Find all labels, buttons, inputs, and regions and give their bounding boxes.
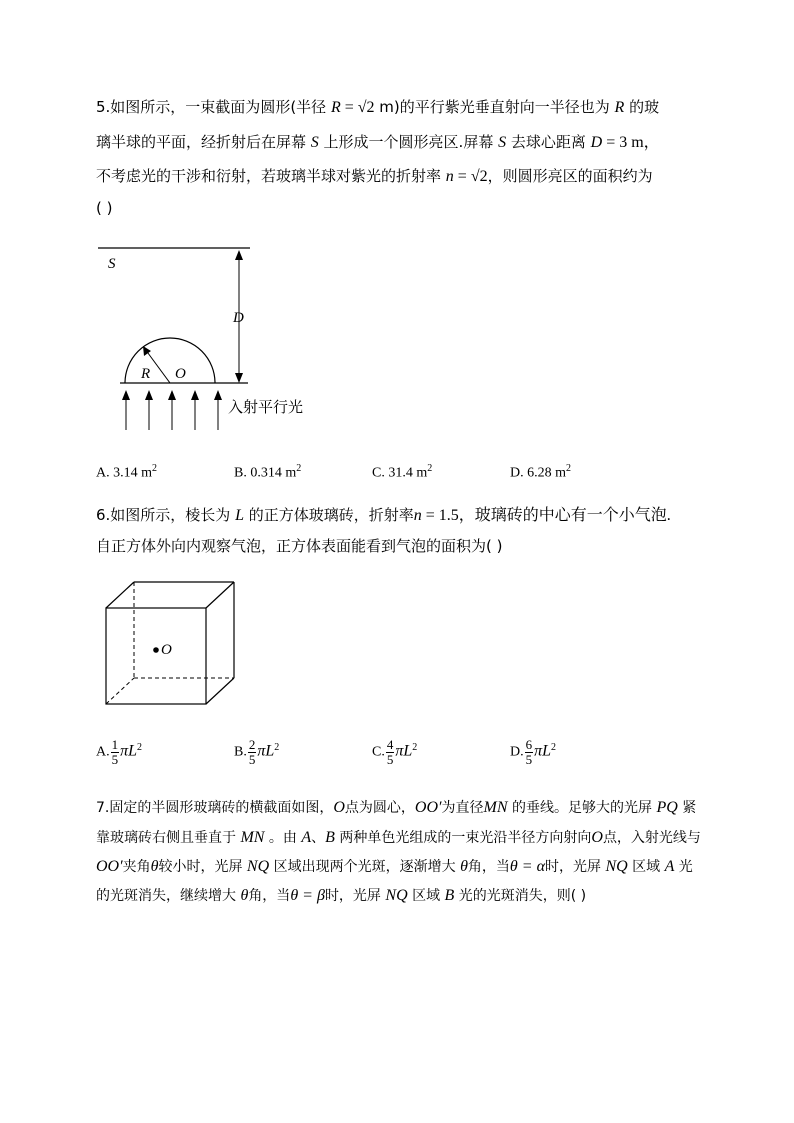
- bubble-dot: [153, 647, 159, 653]
- q7-line-3: OO′夹角θ较小时，光屏 NQ 区域出现两个光斑，逐渐增大 θ角，当θ = α时，光屏 NQ 区域 A 光: [96, 858, 693, 875]
- radius-arrowhead: [143, 346, 151, 356]
- distance-label: D: [233, 310, 244, 326]
- q6-option-d: D. $\frac{6}{5}$ $\pi L^2$: [510, 737, 557, 767]
- cube-front-face: [106, 608, 206, 704]
- distance-arrow-top: [235, 250, 243, 260]
- q6-option-a: A. $\frac{1}{5}$ $\pi L^2$: [96, 737, 143, 767]
- q5-option-b: B. 0.314 $m^2$: [234, 463, 302, 481]
- q7-line-1: 7.固定的半圆形玻璃砖的横截面如图，O点为圆心，OO′为直径MN 的垂线。足够大的光屏 PQ 紧: [96, 799, 697, 816]
- bubble-label: O: [161, 642, 172, 658]
- q5-answer-blank: ( ): [96, 199, 113, 217]
- distance-arrow-bottom: [235, 373, 243, 383]
- screen-label: S: [108, 256, 116, 272]
- q6-line-1: 6.如图所示，棱长为 L 的正方体玻璃砖，折射率n = 1.5，玻璃砖的中心有一个小气泡.: [96, 506, 671, 524]
- q6-cube-figure: [100, 578, 250, 710]
- q6-line-2: 自正方体外向内观察气泡，正方体表面能看到气泡的面积为( ): [96, 537, 503, 555]
- glass-hemisphere: [125, 338, 215, 383]
- incident-light-label: 入射平行光: [228, 398, 304, 416]
- q5-option-c: C. 31.4 $m^2$: [372, 463, 433, 481]
- q5-option-d: D. 6.28 $m^2$: [510, 463, 571, 481]
- q5-option-a: A. 3.14 $m^2$: [96, 463, 157, 481]
- q5-line-1: 5.如图所示，一束截面为圆形(半径 R = √2 m)的平行紫光垂直射向一半径也为 R 的玻: [96, 98, 660, 116]
- q7-line-4: 的光斑消失，继续增大 θ角，当θ = β时，光屏 NQ 区域 B 光的光斑消失，则( ): [96, 887, 587, 904]
- q6-option-c: C. $\frac{4}{5}$ $\pi L^2$: [372, 737, 418, 767]
- q5-line-3: 不考虑光的干涉和衍射，若玻璃半球对紫光的折射率 n = √2，则圆形亮区的面积约为: [96, 167, 653, 185]
- radius-label: R: [141, 366, 151, 382]
- center-label: O: [175, 366, 186, 382]
- q5-line-2: 璃半球的平面，经折射后在屏幕 S 上形成一个圆形亮区.屏幕 S 去球心距离 D = 3 m，: [96, 133, 660, 151]
- q6-option-b: B. $\frac{2}{5}$ $\pi L^2$: [234, 737, 280, 767]
- q7-line-2: 靠玻璃砖右侧且垂直于 MN 。由 A、B 两种单色光组成的一束光沿半径方向射向O点，入射光线与: [96, 829, 701, 846]
